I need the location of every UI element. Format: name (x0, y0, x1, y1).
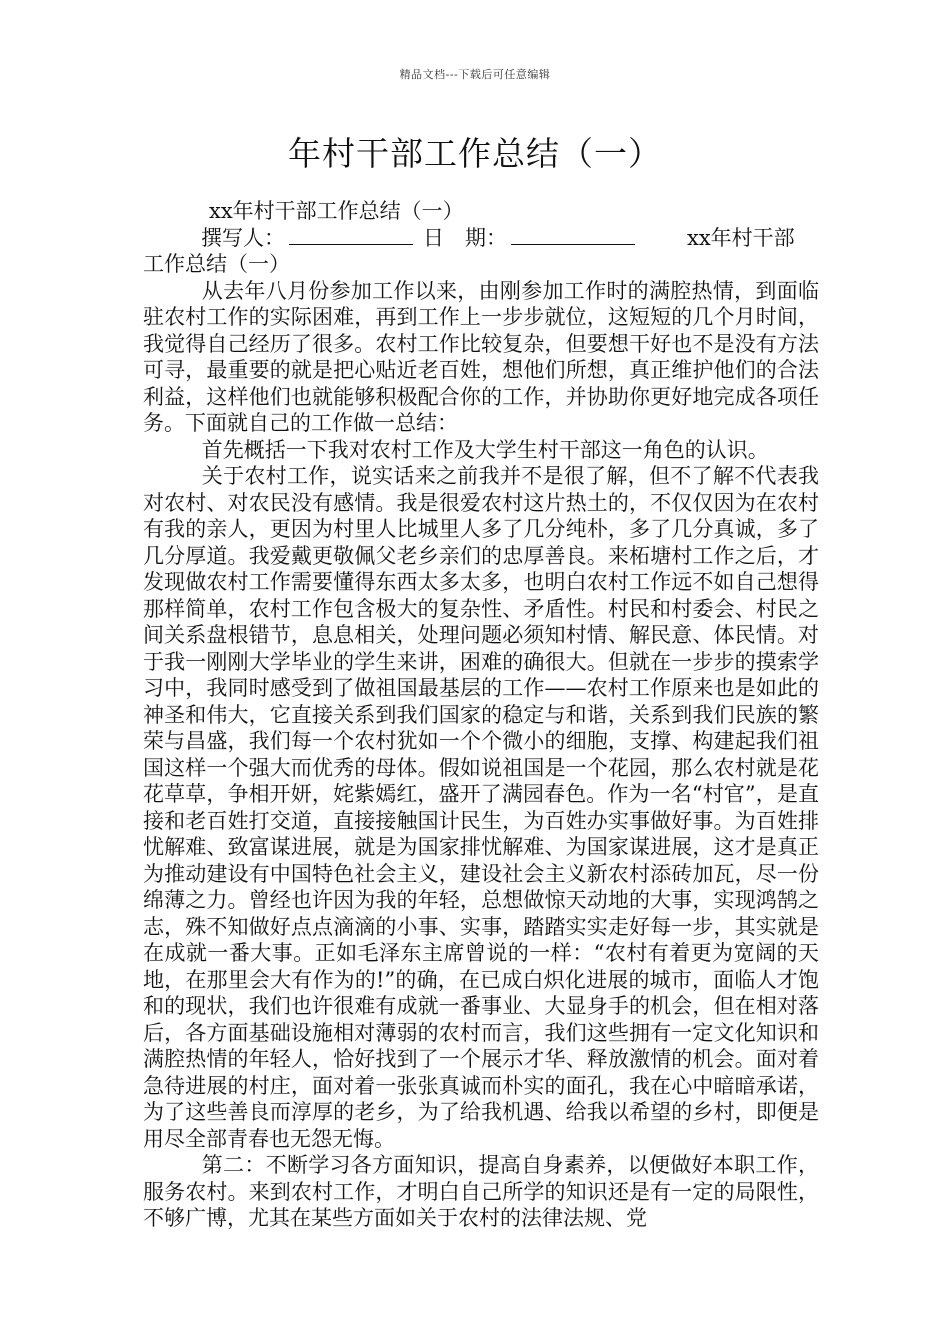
author-blank (289, 226, 413, 245)
header-note: 精品文档---下载后可任意编辑 (399, 68, 551, 81)
author-label: 撰写人： (201, 225, 285, 250)
meta-line (143, 225, 819, 252)
date-label: 日 期： (423, 225, 507, 250)
meta-trailing: xx年村干部 (687, 225, 795, 250)
paragraph: 关于农村工作，说实话来之前我并不是很了解，但不了解不代表我对农村、对农民没有感情。我是很爱农村这片热土的，不仅仅因为在农村有我的亲人，更因为村里人比城里人多了几分纯朴，多了几分真诚，多了几分厚道。我爱戴更敬佩父老乡亲们的忠厚善良。来柘塘村工作之后，才发现做农村工作需要懂得东西太多太多，也明白农村工作远不如自己想得那样简单，农村工作包含极大的复杂性、矛盾性。村民和村委会、村民之间关系盘根错节，息息相关，处理问题必须知村情、解民意、体民情。对于我一刚刚大学毕业的学生来讲，困难的确很大。但就在一步步的摸索学习中，我同时感受到了做祖国最基层的工作——农村工作原来也是如此的神圣和伟大，它直接关系到我们国家的稳定与和谐，关系到我们民族的繁荣与昌盛，我们每一个农村犹如一个个微小的细胞，支撑、构建起我们祖国这样一个强大而优秀的母体。假如说祖国是一个花园，那么农村就是花花草草，争相开妍，姹紫嫣红，盛开了满园春色。作为一名“村官”，是直接和老百姓打交道，直接接触国计民生，为百姓办实事做好事。为百姓排忧解难、致富谋进展，就是为国家排忧解难、为国家谋进展，这才是真正为推动建设有中国特色社会主义，建设社会主义新农村添砖加瓦，尽一份绵薄之力。曾经也许因为我的年轻，总想做惊天动地的大事，实现鸿鹄之志，殊不知做好点点滴滴的小事、实事，踏踏实实走好每一步，其实就是在成就一番大事。正如毛泽东主席曾说的一样：“农村有着更为宽阔的天地，在那里会大有作为的!”的确，在已成白炽化进展的城市，面临人才饱和的现状，我们也许很难有成就一番事业、大显身手的机会，但在相对落后，各方面基础设施相对薄弱的农村而言，我们这些拥有一定文化知识和满腔热情的年轻人，恰好找到了一个展示才华、释放激情的机会。面对着急待进展的村庄，面对着一张张真诚而朴实的面孔，我在心中暗暗承诺，为了这些善良而淳厚的老乡，为了给我机遇、给我以希望的乡村，即便是用尽全部青春也无怨无悔。 (143, 464, 819, 1151)
paragraph: 从去年八月份参加工作以来，由刚参加工作时的满腔热情，到面临驻农村工作的实际困难，再到工作上一步步就位，这短短的几个月时间，我觉得自己经历了很多。农村工作比较复杂，但要想干好也不是没有方法可寻，最重要的就是把心贴近老百姓，想他们所想，真正维护他们的合法利益，这样他们也就能够积极配合你的工作，并协助你更好地完成各项任务。下面就自己的工作做一总结： (143, 278, 819, 435)
date-blank (511, 226, 635, 245)
paragraph: 第二：不断学习各方面知识，提高自身素养，以便做好本职工作，服务农村。来到农村工作，才明白自己所学的知识还是有一定的局限性，不够广博，尤其在某些方面如关于农村的法律法规、党 (143, 1153, 819, 1230)
subtitle-line: xx年村干部工作总结（一） (209, 199, 464, 223)
paragraph-continuation: 工作总结（一） (143, 252, 290, 276)
document-title: 年村干部工作总结（一） (288, 134, 662, 173)
paragraph: 首先概括一下我对农村工作及大学生村干部这一角色的认识。 (201, 437, 769, 462)
document-body (143, 198, 819, 1232)
